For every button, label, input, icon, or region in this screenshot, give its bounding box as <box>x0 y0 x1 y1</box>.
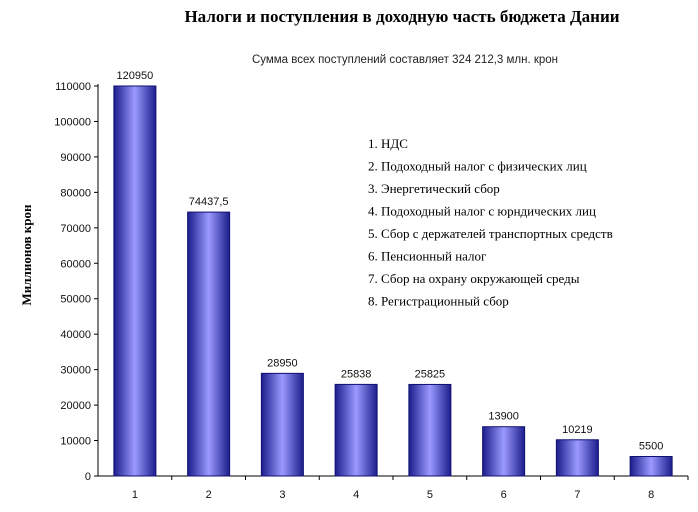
bar-2 <box>188 212 230 476</box>
y-tick-label: 90000 <box>60 151 91 164</box>
y-tick-label: 80000 <box>60 187 91 200</box>
x-tick-label: 6 <box>500 489 507 501</box>
x-tick-label: 8 <box>648 489 655 501</box>
x-tick-label: 1 <box>131 489 138 501</box>
y-tick-label: 100000 <box>54 116 91 129</box>
data-label-2: 74437,5 <box>188 196 229 209</box>
bar-8 <box>630 457 672 477</box>
y-tick-label: 60000 <box>60 258 91 271</box>
data-label-5: 25825 <box>414 368 446 381</box>
y-tick-label: 50000 <box>60 293 91 306</box>
x-tick-label: 2 <box>205 489 212 501</box>
chart-subtitle: Сумма всех поступлений составляет 324 212,3 млн. крон <box>251 54 559 66</box>
legend-item: 5. Сбор с держателей транспортных средств <box>368 226 613 241</box>
bar-5 <box>409 384 451 476</box>
y-tick-label: 10000 <box>60 435 91 448</box>
legend-item: 3. Энергетический сбор <box>368 181 500 196</box>
bar-7 <box>556 440 598 476</box>
y-tick-label: 30000 <box>60 364 91 377</box>
y-tick-label: 20000 <box>60 400 91 413</box>
data-label-1: 120950 <box>116 70 154 82</box>
y-tick-label: 70000 <box>60 222 91 235</box>
legend-item: 6. Пенсионный налог <box>368 248 487 264</box>
data-label-4: 25838 <box>340 368 372 381</box>
legend-item: 1. НДС <box>368 136 408 151</box>
data-label-6: 13900 <box>488 410 519 423</box>
bar-4 <box>335 384 377 476</box>
chart-title: Налоги и поступления в доходную часть бюджета Дании <box>184 7 620 26</box>
legend-item: 7. Сбор на охрану окружающей среды <box>368 271 580 286</box>
y-tick-label: 40000 <box>60 329 91 342</box>
x-tick-label: 4 <box>353 489 360 501</box>
x-tick-label: 7 <box>574 489 581 501</box>
x-tick-label: 3 <box>279 489 286 501</box>
x-tick-label: 5 <box>426 489 433 501</box>
legend-item: 4. Подоходный налог с юрндических лиц <box>368 203 596 219</box>
data-label-8: 5500 <box>638 440 664 453</box>
y-tick-label: 0 <box>84 471 91 483</box>
legend <box>368 136 613 309</box>
bar-1 <box>114 86 156 476</box>
data-label-7: 10219 <box>562 423 593 436</box>
y-tick-label: 110000 <box>55 81 91 93</box>
bar-6 <box>483 427 525 476</box>
y-axis-label: Миллионов крон <box>19 204 34 306</box>
legend-item: 2. Подоходный налог с физических лиц <box>368 158 587 174</box>
legend-item: 8. Регистрационный сбор <box>368 293 509 309</box>
data-label-3: 28950 <box>267 357 298 370</box>
bar-3 <box>261 373 303 476</box>
